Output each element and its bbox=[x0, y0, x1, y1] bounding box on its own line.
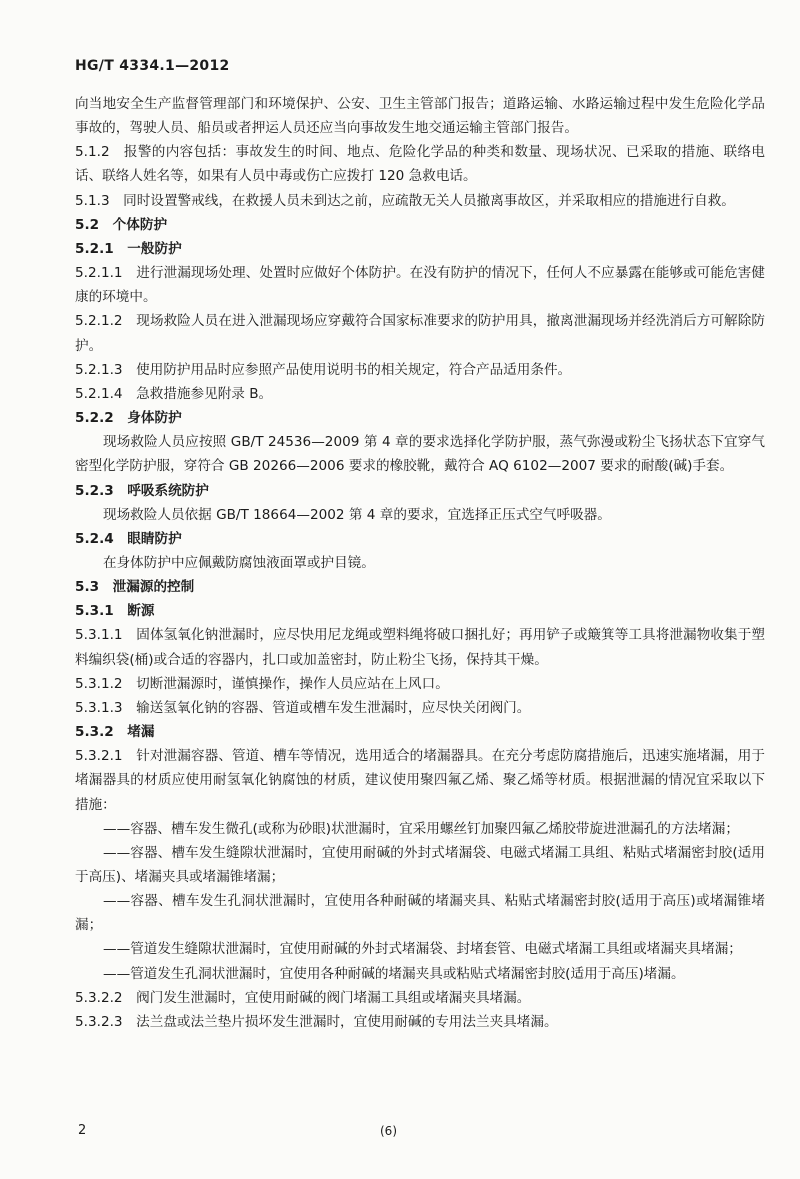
list-item: ——容器、槽车发生孔洞状泄漏时，宜使用各种耐碱的堵漏夹具、粘贴式堵漏密封胶(适用于高压)或堵漏锥堵漏； bbox=[75, 893, 765, 934]
subsection-heading-5-2-1: 5.2.1 一般防护 bbox=[75, 240, 182, 257]
document-body bbox=[75, 92, 765, 1034]
clause-5-2-1-1: 5.2.1.1 进行泄漏现场处理、处置时应做好个体防护。在没有防护的情况下，任何人不应暴露在能够或可能危害健康的环境中。 bbox=[75, 265, 765, 306]
clause-5-2-1-2: 5.2.1.2 现场救险人员在进入泄漏现场应穿戴符合国家标准要求的防护用具，撤离泄漏现场并经洗消后方可解除防护。 bbox=[75, 313, 765, 354]
respiratory-protection-text: 现场救险人员依据 GB/T 18664—2002 第 4 章的要求，宜选择正压式空气呼吸器。 bbox=[103, 506, 611, 523]
clause-5-3-1-2: 5.3.1.2 切断泄漏源时，谨慎操作，操作人员应站在上风口。 bbox=[75, 675, 449, 692]
clause-5-3-1-3: 5.3.1.3 输送氢氧化钠的容器、管道或槽车发生泄漏时，应尽快关闭阀门。 bbox=[75, 699, 531, 716]
list-item: ——管道发生缝隙状泄漏时，宜使用耐碱的外封式堵漏袋、封堵套管、电磁式堵漏工具组或堵漏夹具堵漏； bbox=[103, 941, 742, 958]
clause-5-3-2-3: 5.3.2.3 法兰盘或法兰垫片损坏发生泄漏时，宜使用耐碱的专用法兰夹具堵漏。 bbox=[75, 1013, 558, 1030]
clause-5-3-1-1: 5.3.1.1 固体氢氧化钠泄漏时，应尽快用尼龙绳或塑料绳将破口捆扎好；再用铲子或簸箕等工具将泄漏物收集于塑料编织袋(桶)或合适的容器内，扎口或加盖密封，防止粉尘飞扬，保持其干燥。 bbox=[75, 627, 765, 668]
body-protection-text: 现场救险人员应按照 GB/T 24536—2009 第 4 章的要求选择化学防护服，蒸气弥漫或粉尘飞扬状态下宜穿气密型化学防护服，穿符合 GB 20266—2006 要求的橡胶靴，戴符合 AQ 6102—2007 要求的耐酸(碱)手套。 bbox=[75, 434, 765, 475]
eye-protection-text: 在身体防护中应佩戴防腐蚀液面罩或护目镜。 bbox=[103, 554, 375, 571]
paragraph-continuation: 向当地安全生产监督管理部门和环境保护、公安、卫生主管部门报告；道路运输、水路运输过程中发生危险化学品事故的，驾驶人员、船员或者押运人员还应当向事故发生地交通运输主管部门报告。 bbox=[75, 96, 765, 137]
section-heading-5-3: 5.3 泄漏源的控制 bbox=[75, 579, 195, 596]
clause-5-1-3: 5.1.3 同时设置警戒线，在救援人员未到达之前，应疏散无关人员撤离事故区，并采取相应的措施进行自救。 bbox=[75, 192, 735, 209]
page-number: 2 bbox=[78, 1123, 87, 1138]
clause-5-2-1-4: 5.2.1.4 急救措施参见附录 B。 bbox=[75, 385, 273, 402]
section-heading-5-2: 5.2 个体防护 bbox=[75, 216, 168, 233]
sheet-number: (6) bbox=[380, 1124, 397, 1138]
list-item: ——容器、槽车发生缝隙状泄漏时，宜使用耐碱的外封式堵漏袋、电磁式堵漏工具组、粘贴式堵漏密封胶(适用于高压)、堵漏夹具或堵漏锥堵漏； bbox=[75, 844, 765, 885]
clause-5-2-1-3: 5.2.1.3 使用防护用品时应参照产品使用说明书的相关规定，符合产品适用条件。 bbox=[75, 361, 572, 378]
clause-5-1-2: 5.1.2 报警的内容包括：事故发生的时间、地点、危险化学品的种类和数量、现场状况、已采取的措施、联络电话、联络人姓名等，如果有人员中毒或伤亡应拨打 120 急救电话。 bbox=[75, 144, 765, 185]
standard-number-header: HG/T 4334.1—2012 bbox=[75, 58, 230, 74]
subsection-heading-5-2-2: 5.2.2 身体防护 bbox=[75, 410, 182, 427]
clause-5-3-2-2: 5.3.2.2 阀门发生泄漏时，宜使用耐碱的阀门堵漏工具组或堵漏夹具堵漏。 bbox=[75, 989, 531, 1006]
subsection-heading-5-3-2: 5.3.2 堵漏 bbox=[75, 724, 155, 741]
subsection-heading-5-2-4: 5.2.4 眼睛防护 bbox=[75, 530, 182, 547]
subsection-heading-5-3-1: 5.3.1 断源 bbox=[75, 603, 155, 620]
list-item: ——管道发生孔洞状泄漏时，宜使用各种耐碱的堵漏夹具或粘贴式堵漏密封胶(适用于高压)堵漏。 bbox=[103, 965, 685, 982]
list-item: ——容器、槽车发生微孔(或称为砂眼)状泄漏时，宜采用螺丝钉加聚四氟乙烯胶带旋进泄漏孔的方法堵漏； bbox=[103, 820, 739, 837]
subsection-heading-5-2-3: 5.2.3 呼吸系统防护 bbox=[75, 482, 209, 499]
clause-5-3-2-1: 5.3.2.1 针对泄漏容器、管道、槽车等情况，选用适合的堵漏器具。在充分考虑防腐措施后，迅速实施堵漏，用于堵漏器具的材质应使用耐氢氧化钠腐蚀的材质，建议使用聚四氟乙烯、聚乙烯等材质。根据泄漏的情况宜采取以下措施： bbox=[75, 748, 765, 813]
